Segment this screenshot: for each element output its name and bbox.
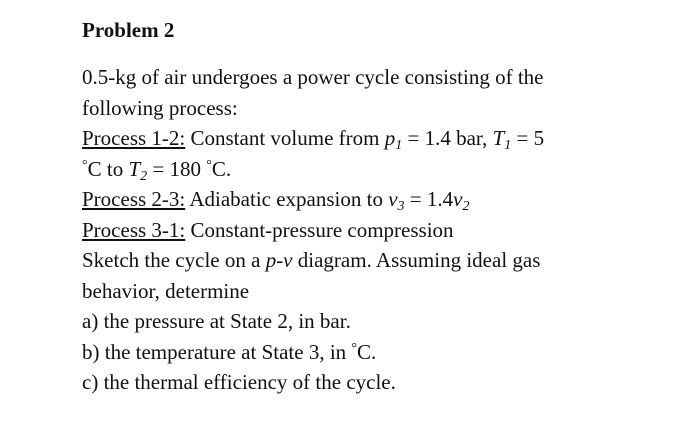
process-1-2-text-c: = 5	[516, 126, 545, 150]
process-1-2-text-f: C.	[211, 156, 232, 181]
t1-subscript: 1	[504, 138, 512, 153]
process-2-3-text-a: Adiabatic expansion to	[189, 187, 383, 211]
process-1-2-text-e: = 180	[152, 156, 201, 181]
p1-subscript: 1	[395, 138, 403, 153]
v3-subscript: 3	[397, 199, 405, 214]
question-b	[82, 337, 682, 368]
v2-subscript: 2	[462, 199, 470, 214]
sketch-text-a: Sketch the cycle on a	[82, 248, 261, 272]
process-1-2-line-2	[82, 154, 682, 185]
v2-symbol: v	[453, 187, 463, 211]
sketch-line-1	[82, 245, 682, 276]
question-a: a) the pressure at State 2, in bar.	[82, 309, 351, 333]
process-2-3-label: Process 2-3:	[82, 187, 186, 211]
process-1-2-text-b: = 1.4 bar,	[407, 126, 488, 150]
intro-line-1: 0.5-kg of air undergoes a power cycle consisting of the	[82, 65, 544, 89]
process-1-2-text-d: C to	[87, 156, 124, 181]
question-b-text-b: C.	[357, 339, 377, 364]
question-b-text-a: b) the temperature at State 3, in	[82, 339, 347, 364]
t2-symbol: T	[128, 156, 141, 181]
process-2-3-line	[82, 184, 682, 215]
problem-title: Problem 2	[82, 18, 175, 42]
p1-symbol: p	[384, 126, 396, 150]
t1-symbol: T	[492, 126, 505, 150]
t2-subscript: 2	[140, 168, 148, 184]
process-2-3-text-b: = 1.4	[409, 187, 454, 211]
pv-diagram-term: p-v	[265, 248, 293, 272]
degree-symbol: °	[351, 340, 358, 356]
process-1-2-label: Process 1-2:	[82, 126, 186, 150]
sketch-text-b: diagram. Assuming ideal gas	[297, 248, 541, 272]
question-c: c) the thermal efficiency of the cycle.	[82, 370, 396, 394]
v3-symbol: v	[388, 187, 398, 211]
process-3-1-text: Constant-pressure compression	[190, 217, 454, 242]
process-3-1-line	[82, 215, 682, 246]
process-1-2-text-a: Constant volume from	[190, 126, 380, 150]
intro-line-2: following process:	[82, 95, 238, 120]
problem-statement	[82, 12, 682, 398]
sketch-line-2: behavior, determine	[82, 278, 250, 303]
degree-symbol: °	[206, 157, 212, 173]
process-3-1-label: Process 3-1:	[82, 217, 186, 242]
process-1-2-line-1	[82, 123, 682, 154]
degree-symbol: °	[82, 157, 88, 173]
